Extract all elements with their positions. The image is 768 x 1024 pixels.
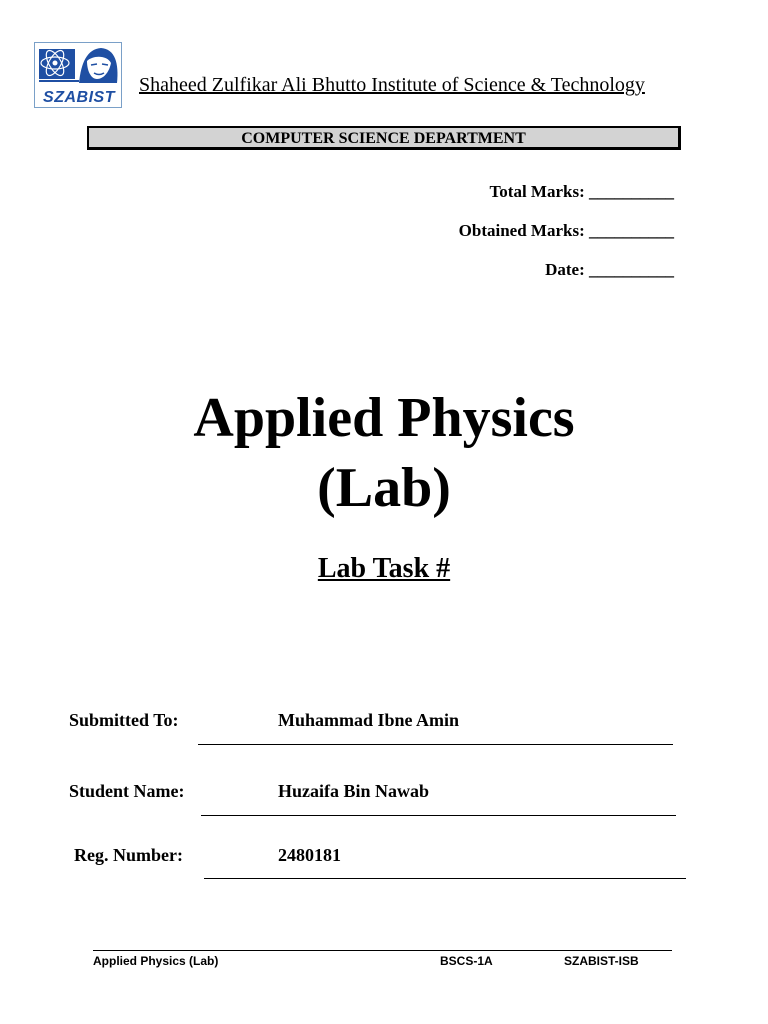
footer-rule [93,950,672,951]
submitted-to-value: Muhammad Ibne Amin [278,710,460,730]
footer-class: BSCS-1A [440,954,493,968]
total-marks-line [490,182,675,202]
logo-text: SZABIST [43,89,115,106]
course-title: Applied Physics [193,387,575,449]
obtained-marks-label: Obtained Marks: [458,221,585,240]
course-subtitle: (Lab) [317,457,451,519]
total-marks-label: Total Marks: [489,182,585,201]
date-line [545,260,674,280]
date-blank: __________ [589,260,674,279]
reg-number-value: 2480181 [278,845,341,865]
department-banner: COMPUTER SCIENCE DEPARTMENT [87,126,681,150]
submitted-to-label: Submitted To: [69,710,179,730]
date-label: Date: [545,260,585,279]
obtained-marks-blank: __________ [589,221,674,240]
obtained-marks-line [459,221,674,241]
footer-campus: SZABIST-ISB [564,954,639,968]
student-name-value: Huzaifa Bin Nawab [278,781,430,801]
submitted-to-underline [198,744,673,745]
footer-course: Applied Physics (Lab) [93,954,219,968]
total-marks-blank: __________ [589,182,674,201]
reg-number-label: Reg. Number: [74,845,183,865]
student-name-underline [201,815,676,816]
reg-number-underline [204,878,686,879]
logo-emblem-icon [35,43,123,91]
institute-name: Shaheed Zulfikar Ali Bhutto Institute of Science & Technology [139,74,645,96]
lab-task-heading: Lab Task # [317,553,451,584]
student-name-label: Student Name: [69,781,185,801]
szabist-logo [34,42,122,108]
